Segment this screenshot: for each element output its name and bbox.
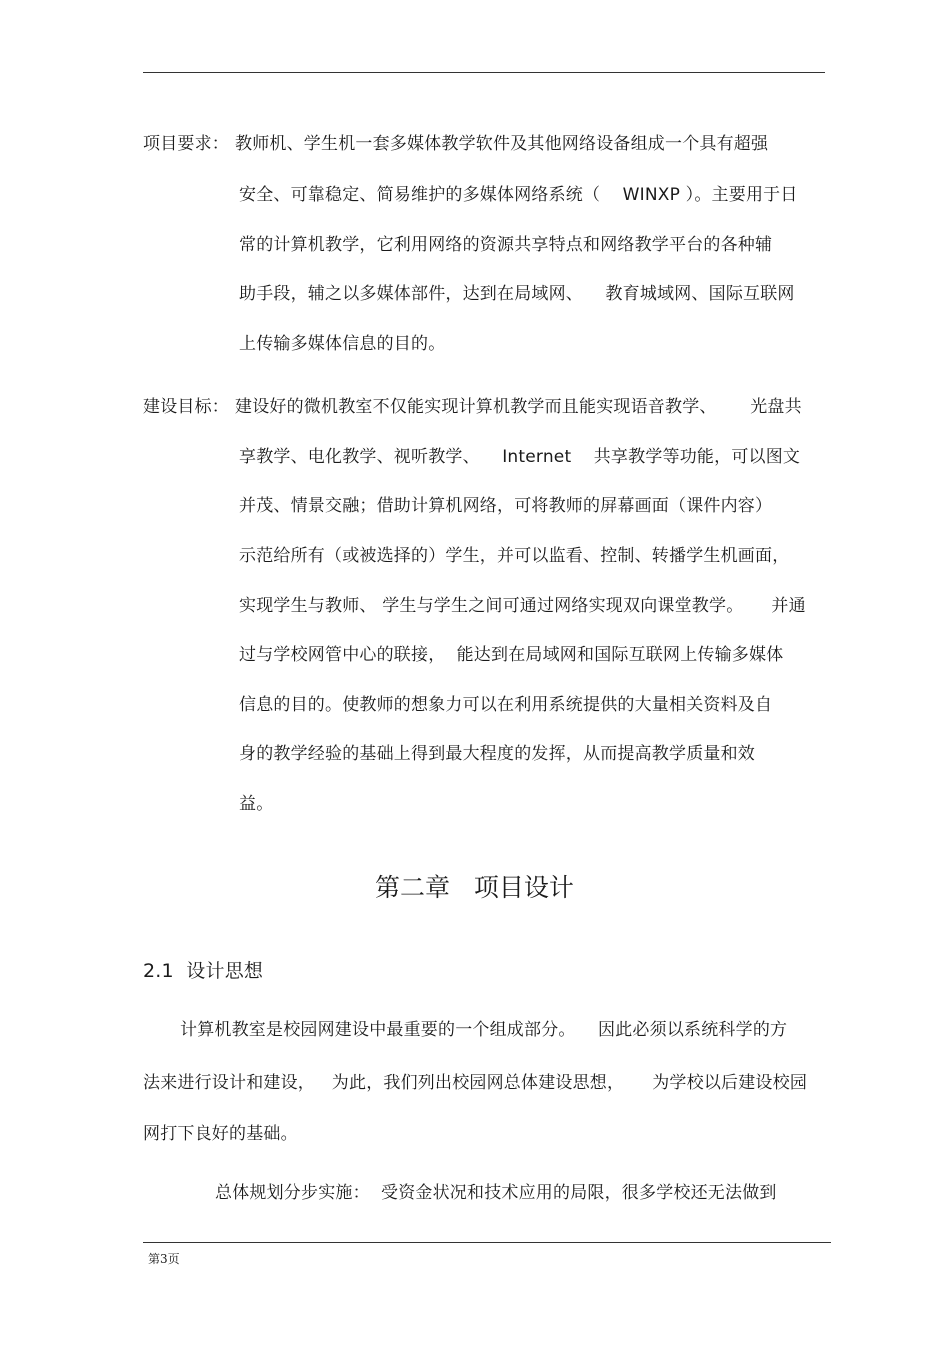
goals-line: 身的教学经验的基础上得到最大程度的发挥，从而提高教学质量和效 bbox=[239, 744, 755, 764]
goals-line: 益。 bbox=[239, 794, 274, 814]
footer-rule bbox=[143, 1242, 831, 1243]
goals-label: 建设目标： bbox=[143, 397, 229, 417]
requirements-line: 教师机、学生机一套多媒体教学软件及其他网络设备组成一个具有超强 bbox=[235, 134, 769, 154]
header-rule bbox=[143, 72, 825, 73]
requirements-line: 安全、可靠稳定、简易维护的多媒体网络系统（ WINXP ）。主要用于日 bbox=[239, 185, 798, 205]
chapter-title: 第二章 项目设计 bbox=[375, 873, 574, 902]
section-heading: 2.1 设计思想 bbox=[143, 960, 264, 982]
requirements-line: 上传输多媒体信息的目的。 bbox=[239, 334, 446, 354]
goals-line: 并茂、情景交融；借助计算机网络，可将教师的屏幕画面（课件内容） bbox=[239, 496, 773, 516]
paragraph-line: 法来进行设计和建设， 为此，我们列出校园网总体建设思想， 为学校以后建设校园 bbox=[143, 1073, 808, 1093]
requirements-line: 常的计算机教学，它利用网络的资源共享特点和网络教学平台的各种辅 bbox=[239, 235, 773, 255]
goals-line: 享教学、电化教学、视听教学、 Internet 共享教学等功能，可以图文 bbox=[239, 447, 801, 467]
paragraph-line: 网打下良好的基础。 bbox=[143, 1124, 298, 1144]
planning-line: 总体规划分步实施： 受资金状况和技术应用的局限，很多学校还无法做到 bbox=[215, 1183, 777, 1203]
goals-line: 实现学生与教师、 学生与学生之间可通过网络实现双向课堂教学。 并通 bbox=[239, 596, 806, 616]
goals-line: 信息的目的。使教师的想象力可以在利用系统提供的大量相关资料及自 bbox=[239, 695, 773, 715]
goals-line: 示范给所有（或被选择的）学生，并可以监看、控制、转播学生机画面， bbox=[239, 546, 790, 566]
page-number: 第3页 bbox=[148, 1252, 180, 1266]
goals-line: 建设好的微机教室不仅能实现计算机教学而且能实现语音教学、 光盘共 bbox=[235, 397, 802, 417]
requirements-label: 项目要求： bbox=[143, 134, 229, 154]
goals-line: 过与学校网管中心的联接， 能达到在局域网和国际互联网上传输多媒体 bbox=[239, 645, 784, 665]
requirements-line: 助手段，辅之以多媒体部件，达到在局域网、 教育城域网、国际互联网 bbox=[239, 284, 795, 304]
paragraph-line: 计算机教室是校园网建设中最重要的一个组成部分。 因此必须以系统科学的方 bbox=[180, 1020, 788, 1040]
